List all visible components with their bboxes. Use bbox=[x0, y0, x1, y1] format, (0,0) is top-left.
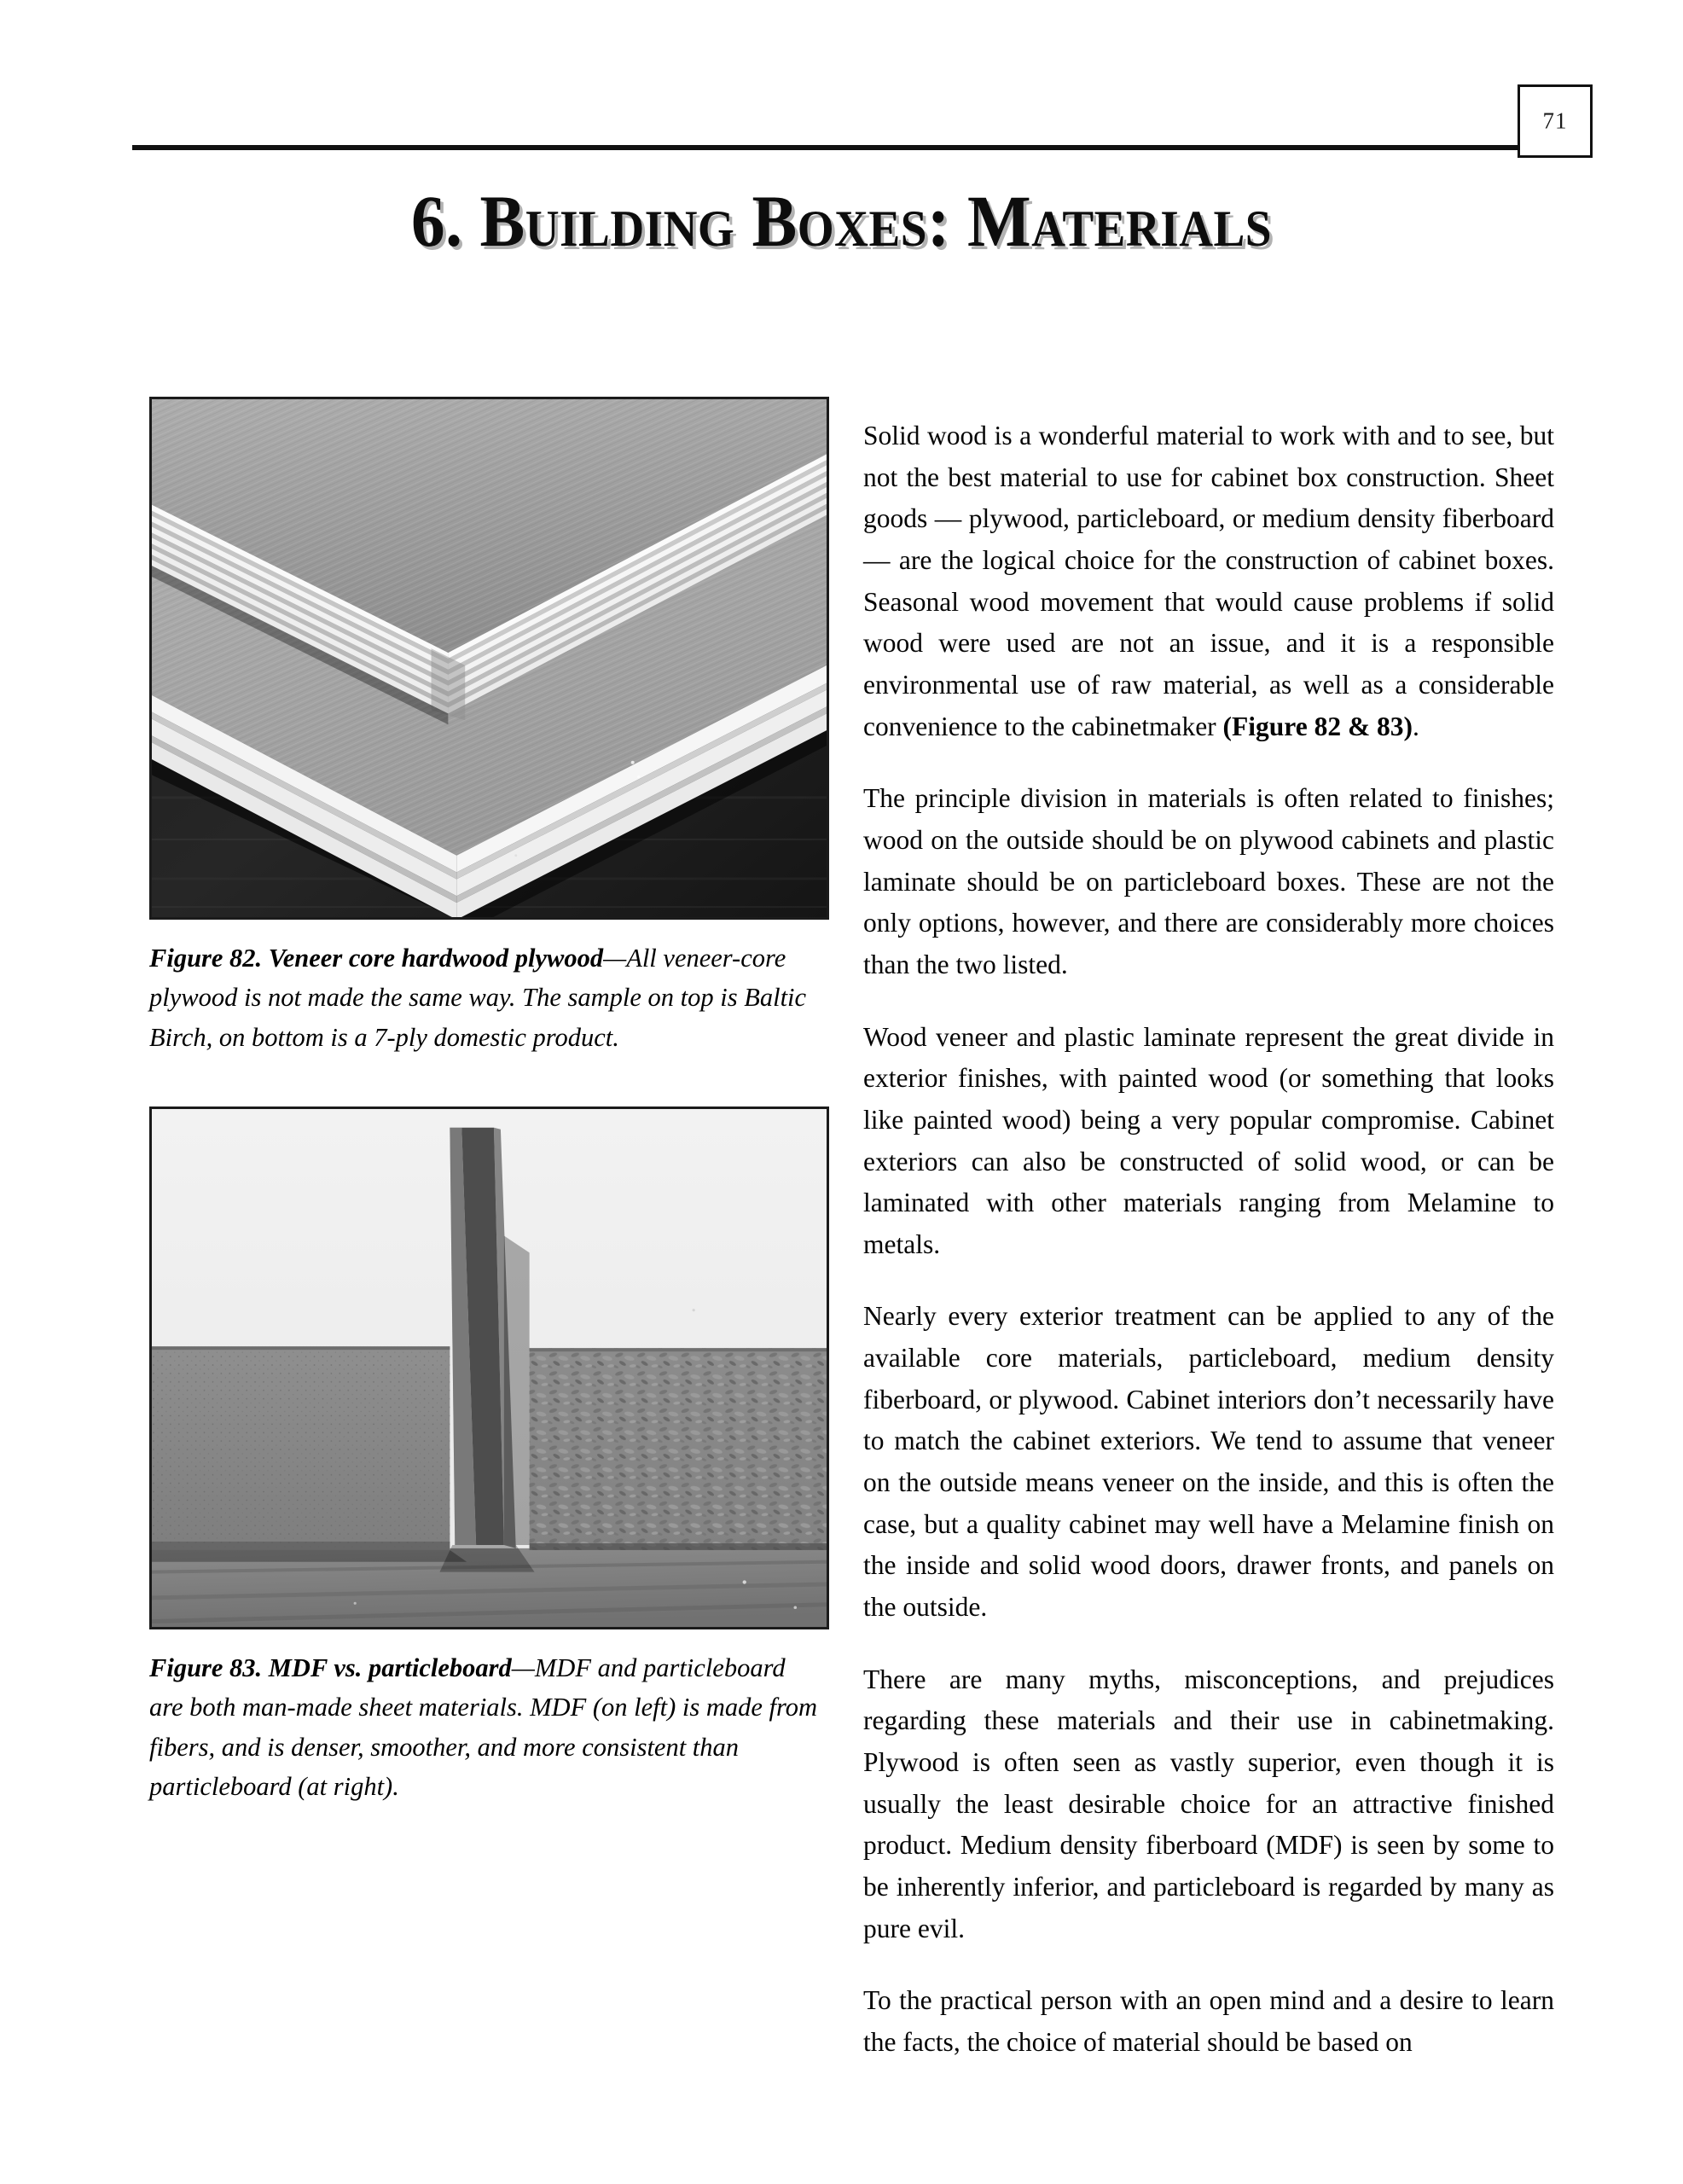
body-paragraph: There are many myths, misconceptions, and prejudices regarding these materials and their use in cabinetmaking. Plywood is often seen as vastly superior, even though it is usually the least desirable choice for an attractive finished product. Medium density fiberboard (MDF) is seen by some to be inherently inferior, and particleboard is regarded by many as pure evil. bbox=[863, 1664, 1554, 1943]
header-rule bbox=[132, 145, 1521, 150]
figure-83-caption-body: —MDF and particleboard are both man-made sheet materials. MDF (on left) is made from fibers, and is denser, smoother, and more consistent than particleboard (at right). bbox=[149, 1653, 817, 1802]
figure-83-caption-lead: Figure 83. MDF vs. particleboard bbox=[149, 1653, 512, 1683]
left-column bbox=[149, 397, 832, 1807]
figure-reference: (Figure 82 & 83) bbox=[1222, 711, 1413, 741]
paragraph-tail: . bbox=[1413, 711, 1419, 741]
figure-83 bbox=[149, 1107, 832, 1806]
body-paragraph bbox=[863, 415, 1554, 747]
figure-82 bbox=[149, 397, 832, 1057]
right-column bbox=[863, 415, 1554, 2064]
figure-spacer bbox=[149, 1057, 832, 1107]
body-paragraph: To the practical person with an open mind and a desire to learn the facts, the choice of material should be based on bbox=[863, 1985, 1554, 2057]
page-number: 71 bbox=[1542, 107, 1568, 134]
figure-82-caption bbox=[149, 938, 823, 1057]
body-paragraph: The principle division in materials is often related to finishes; wood on the outside should be on plywood cabinets and plastic laminate should be on particleboard boxes. These are not the only options, however, and there are considerably more choices than the two listed. bbox=[863, 783, 1554, 979]
mdf-vs-particleboard-photo bbox=[149, 1107, 829, 1629]
page-title: 6. Building Boxes: Materials bbox=[411, 180, 1272, 262]
figure-82-caption-body: —All veneer-core plywood is not made the same way. The sample on top is Baltic Birch, on bottom is a 7-ply domestic product. bbox=[149, 944, 807, 1052]
figure-82-caption-lead: Figure 82. Veneer core hardwood plywood bbox=[149, 944, 604, 973]
page-number-box bbox=[1518, 84, 1593, 158]
figure-83-caption bbox=[149, 1648, 823, 1806]
plywood-corner-photo bbox=[149, 397, 829, 920]
body-paragraph: Nearly every exterior treatment can be applied to any of the available core materials, particleboard, medium density fiberboard, or plywood. Cabinet interiors don’t necessarily have to match the cabinet exteriors. We tend to assume that veneer on the outside means veneer on the inside, and this is often the case, but a quality cabinet may well have a Melamine finish on the inside and solid wood doors, drawer fronts, and panels on the outside. bbox=[863, 1301, 1554, 1623]
paragraph-text: Solid wood is a wonderful material to work with and to see, but not the best material to use for cabinet box construction. Sheet goods — plywood, particleboard, or medium density fiberboard — are the logical choice for the construction of cabinet boxes. Seasonal wood movement that would cause problems if solid wood were used are not an issue, and it is a responsible environmental use of raw material, as well as a considerable convenience to the cabinetmaker bbox=[863, 421, 1554, 741]
body-paragraph: Wood veneer and plastic laminate represent the great divide in exterior finishes, with painted wood (or something that looks like painted wood) being a very popular compromise. Cabinet exteriors can also be constructed of solid wood, or can be laminated with other materials ranging from Melamine to metals. bbox=[863, 1021, 1554, 1259]
